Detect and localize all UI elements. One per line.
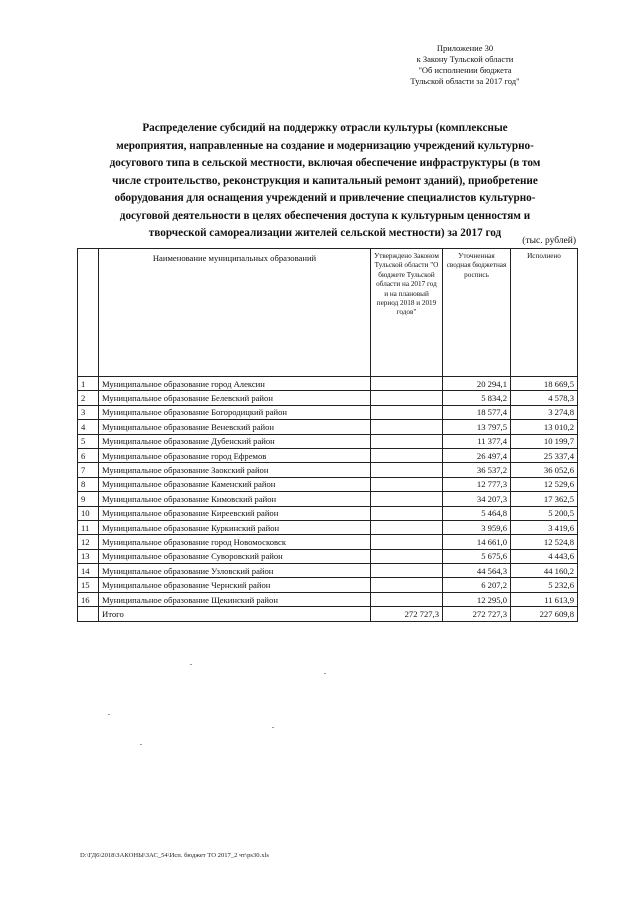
row-number: 6 [78, 448, 99, 462]
row-name: Муниципальное образование Каменский район [99, 477, 371, 491]
units-label: (тыс. рублей) [522, 236, 576, 246]
row-revised: 5 464,8 [443, 506, 511, 520]
row-number: 4 [78, 420, 99, 434]
table-row [78, 405, 578, 419]
row-executed: 18 669,5 [511, 377, 578, 391]
row-approved [371, 520, 443, 534]
row-name: Муниципальное образование Белевский район [99, 391, 371, 405]
row-name: Муниципальное образование Кимовский район [99, 492, 371, 506]
appendix-line: к Закону Тульской области [416, 54, 514, 64]
row-name: Муниципальное образование Киреевский район [99, 506, 371, 520]
row-executed: 17 362,5 [511, 492, 578, 506]
appendix-block [380, 43, 550, 87]
row-number: 2 [78, 391, 99, 405]
row-revised: 13 797,5 [443, 420, 511, 434]
scan-speck [324, 673, 326, 674]
table-row [78, 420, 578, 434]
row-approved [371, 477, 443, 491]
table-row [78, 463, 578, 477]
header-num [78, 249, 99, 377]
row-number: 7 [78, 463, 99, 477]
table-row [78, 578, 578, 592]
total-row [78, 607, 578, 621]
subsidy-table [77, 248, 578, 622]
row-approved [371, 549, 443, 563]
total-revised: 272 727,3 [443, 607, 511, 621]
table-row [78, 477, 578, 491]
row-executed: 4 578,3 [511, 391, 578, 405]
total-label: Итого [99, 607, 371, 621]
row-approved [371, 492, 443, 506]
table-row [78, 520, 578, 534]
table-row [78, 564, 578, 578]
row-revised: 5 834,2 [443, 391, 511, 405]
row-approved [371, 592, 443, 606]
row-approved [371, 564, 443, 578]
row-executed: 36 052,6 [511, 463, 578, 477]
title-line: творческой самореализации жителей сельской местности) за 2017 год [148, 227, 502, 239]
row-number: 13 [78, 549, 99, 563]
row-name: Муниципальное образование Щекинский район [99, 592, 371, 606]
row-approved [371, 377, 443, 391]
row-name: Муниципальное образование Куркинский район [99, 520, 371, 534]
row-approved [371, 578, 443, 592]
row-executed: 5 232,6 [511, 578, 578, 592]
row-revised: 20 294,1 [443, 377, 511, 391]
scan-speck [140, 744, 142, 745]
row-number: 5 [78, 434, 99, 448]
row-revised: 44 564,3 [443, 564, 511, 578]
row-revised: 5 675,6 [443, 549, 511, 563]
row-revised: 26 497,4 [443, 448, 511, 462]
table-header-row [78, 249, 578, 377]
row-executed: 4 443,6 [511, 549, 578, 563]
row-number: 9 [78, 492, 99, 506]
row-name: Муниципальное образование город Алексин [99, 377, 371, 391]
row-number: 8 [78, 477, 99, 491]
table-row [78, 506, 578, 520]
row-approved [371, 463, 443, 477]
row-revised: 36 537,2 [443, 463, 511, 477]
row-number: 1 [78, 377, 99, 391]
row-revised: 6 207,2 [443, 578, 511, 592]
row-executed: 44 160,2 [511, 564, 578, 578]
row-revised: 11 377,4 [443, 434, 511, 448]
row-name: Муниципальное образование Веневский район [99, 420, 371, 434]
row-executed: 25 337,4 [511, 448, 578, 462]
row-name: Муниципальное образование Дубенский район [99, 434, 371, 448]
row-executed: 3 274,8 [511, 405, 578, 419]
document-title [70, 120, 580, 243]
total-approved: 272 727,3 [371, 607, 443, 621]
row-executed: 11 613,9 [511, 592, 578, 606]
scan-speck [272, 727, 274, 728]
table-row [78, 377, 578, 391]
row-number: 14 [78, 564, 99, 578]
appendix-line: "Об исполнении бюджета [418, 65, 512, 75]
row-approved [371, 391, 443, 405]
row-number: 3 [78, 405, 99, 419]
title-line: досуговой деятельности в целях обеспечения доступа к культурным ценностям и [119, 209, 531, 222]
row-approved [371, 405, 443, 419]
scan-speck [190, 664, 192, 665]
table-row [78, 434, 578, 448]
row-number: 12 [78, 535, 99, 549]
row-number: 16 [78, 592, 99, 606]
total-number [78, 607, 99, 621]
title-line: числе строительство, реконструкция и капитальный ремонт зданий), приобретение [112, 174, 538, 187]
row-executed: 10 199,7 [511, 434, 578, 448]
table-row [78, 391, 578, 405]
title-line: Распределение субсидий на поддержку отрасли культуры (комплексные [142, 122, 508, 134]
header-name: Наименование муниципальных образований [99, 249, 371, 377]
row-number: 15 [78, 578, 99, 592]
row-approved [371, 420, 443, 434]
table-row [78, 492, 578, 506]
row-revised: 3 959,6 [443, 520, 511, 534]
row-name: Муниципальное образование Богородицкий район [99, 405, 371, 419]
row-revised: 34 207,3 [443, 492, 511, 506]
row-revised: 12 777,3 [443, 477, 511, 491]
header-revised: Уточненная сводная бюджетная роспись [443, 249, 511, 377]
row-number: 10 [78, 506, 99, 520]
appendix-line: Тульской области за 2017 год" [410, 76, 520, 86]
row-approved [371, 535, 443, 549]
table-row [78, 535, 578, 549]
row-executed: 12 529,6 [511, 477, 578, 491]
row-executed: 13 010,2 [511, 420, 578, 434]
row-executed: 12 524,8 [511, 535, 578, 549]
header-executed: Исполнено [511, 249, 578, 377]
row-approved [371, 448, 443, 462]
row-name: Муниципальное образование город Ефремов [99, 448, 371, 462]
row-approved [371, 434, 443, 448]
row-name: Муниципальное образование Суворовский район [99, 549, 371, 563]
title-line: оборудования для оснащения учреждений и привлечение специалистов культурно- [114, 192, 536, 204]
row-name: Муниципальное образование Узловский район [99, 564, 371, 578]
title-line: мероприятия, направленные на создание и модернизацию учреждений культурно- [116, 139, 534, 152]
table-row [78, 592, 578, 606]
row-number: 11 [78, 520, 99, 534]
row-executed: 3 419,6 [511, 520, 578, 534]
row-name: Муниципальное образование город Новомосковск [99, 535, 371, 549]
row-revised: 12 295,0 [443, 592, 511, 606]
table-row [78, 448, 578, 462]
row-approved [371, 506, 443, 520]
table-row [78, 549, 578, 563]
header-approved: Утверждено Законом Тульской области "О бюджете Тульской области на 2017 год и на плановый период 2018 и 2019 годов" [371, 249, 443, 377]
scan-speck [108, 714, 110, 715]
total-executed: 227 609,8 [511, 607, 578, 621]
row-name: Муниципальное образование Заокский район [99, 463, 371, 477]
row-executed: 5 200,5 [511, 506, 578, 520]
file-path: D:\ГД6\2018\ЗАКОНЫ\ЗАС_54\Исп. бюджет ТО 2017_2 чт\ps30.xls [80, 852, 269, 859]
row-revised: 18 577,4 [443, 405, 511, 419]
row-name: Муниципальное образование Чернский район [99, 578, 371, 592]
title-line: досугового типа в сельской местности, включая обеспечение инфраструктуры (в том [109, 157, 541, 169]
row-revised: 14 661,0 [443, 535, 511, 549]
appendix-line: Приложение 30 [436, 43, 494, 53]
